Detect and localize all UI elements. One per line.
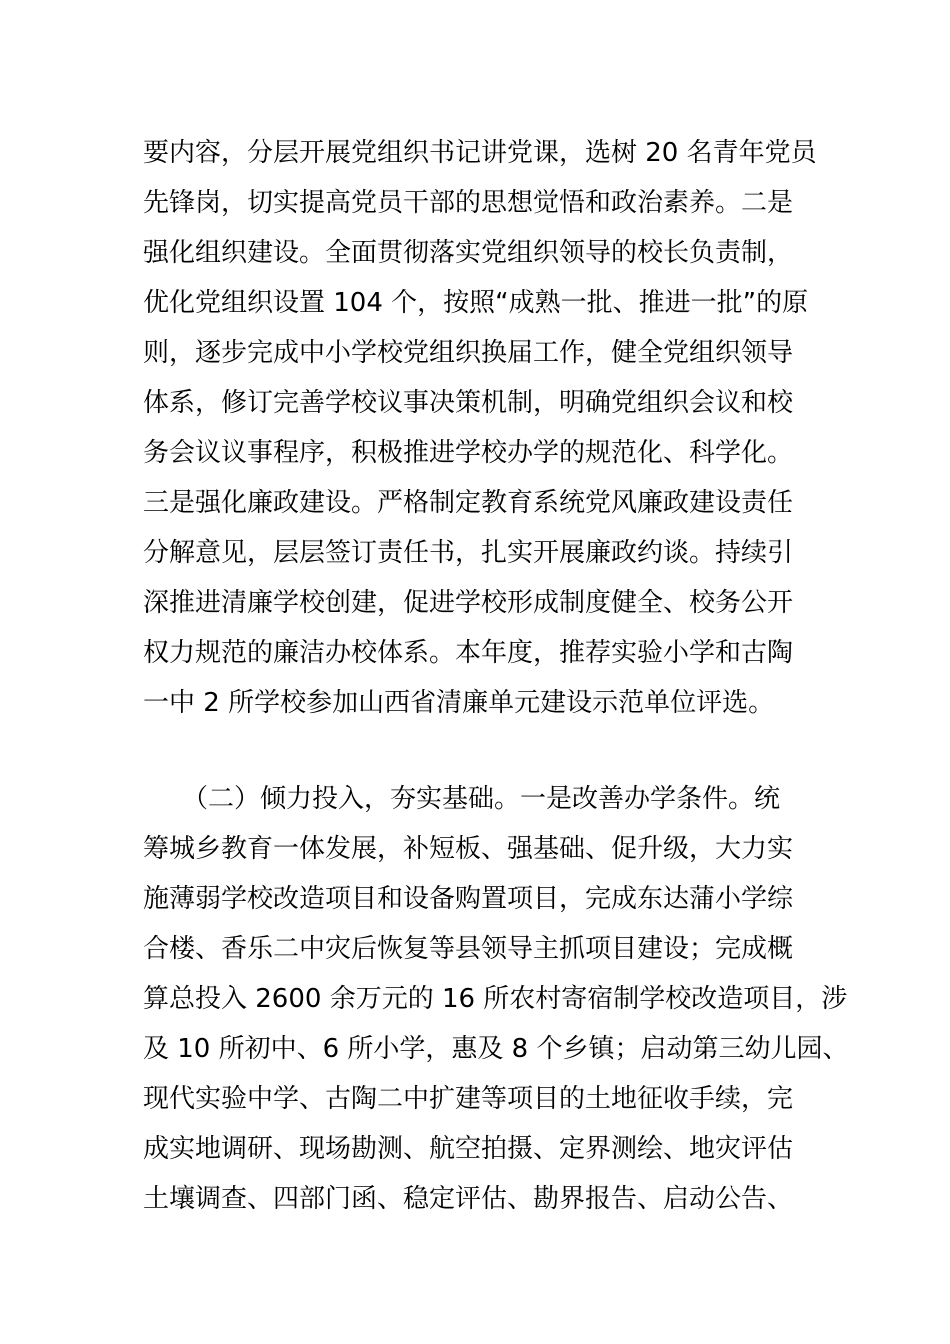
text-line: 则，逐步完成中小学校党组织换届工作，健全党组织领导: [143, 338, 794, 368]
text-line: 强化组织建设。全面贯彻落实党组织领导的校长负责制，: [143, 238, 794, 268]
text-line: 体系，修订完善学校议事决策机制，明确党组织会议和校: [143, 388, 794, 418]
text-line: 现代实验中学、古陶二中扩建等项目的土地征收手续，完: [143, 1084, 794, 1114]
text-line: 合楼、香乐二中灾后恢复等县领导主抓项目建设；完成概: [143, 934, 794, 964]
text-line: 要内容，分层开展党组织书记讲党课，选树 20 名青年党员: [143, 138, 817, 168]
text-line: 分解意见，层层签订责任书，扎实开展廉政约谈。持续引: [143, 538, 794, 568]
paragraph-investment: [143, 774, 849, 1224]
text-line: 土壤调查、四部门函、稳定评估、勘界报告、启动公告、: [143, 1184, 794, 1214]
text-line: 深推进清廉学校创建，促进学校形成制度健全、校务公开: [143, 588, 794, 618]
text-line: 一中 2 所学校参加山西省清廉单元建设示范单位评选。: [143, 688, 775, 718]
text-line: 优化党组织设置 104 个，按照“成熟一批、推进一批”的原: [143, 288, 809, 318]
text-line: 务会议议事程序，积极推进学校办学的规范化、科学化。: [143, 438, 794, 468]
text-line: 算总投入 2600 余万元的 16 所农村寄宿制学校改造项目，涉: [143, 984, 848, 1014]
text-line: 施薄弱学校改造项目和设备购置项目，完成东达蒲小学综: [143, 884, 794, 914]
text-line: 权力规范的廉洁办校体系。本年度，推荐实验小学和古陶: [143, 638, 794, 668]
text-line: （二）倾力投入，夯实基础。一是改善办学条件。统: [143, 784, 781, 814]
text-line: 及 10 所初中、6 所小学，惠及 8 个乡镇；启动第三幼儿园、: [143, 1034, 849, 1064]
text-line: 成实地调研、现场勘测、航空拍摄、定界测绘、地灾评估: [143, 1134, 794, 1164]
text-line: 筹城乡教育一体发展，补短板、强基础、促升级，大力实: [143, 834, 794, 864]
paragraph-party-building: [143, 128, 823, 728]
text-line: 先锋岗，切实提高党员干部的思想觉悟和政治素养。二是: [143, 188, 794, 218]
text-line: 三是强化廉政建设。严格制定教育系统党风廉政建设责任: [143, 488, 794, 518]
